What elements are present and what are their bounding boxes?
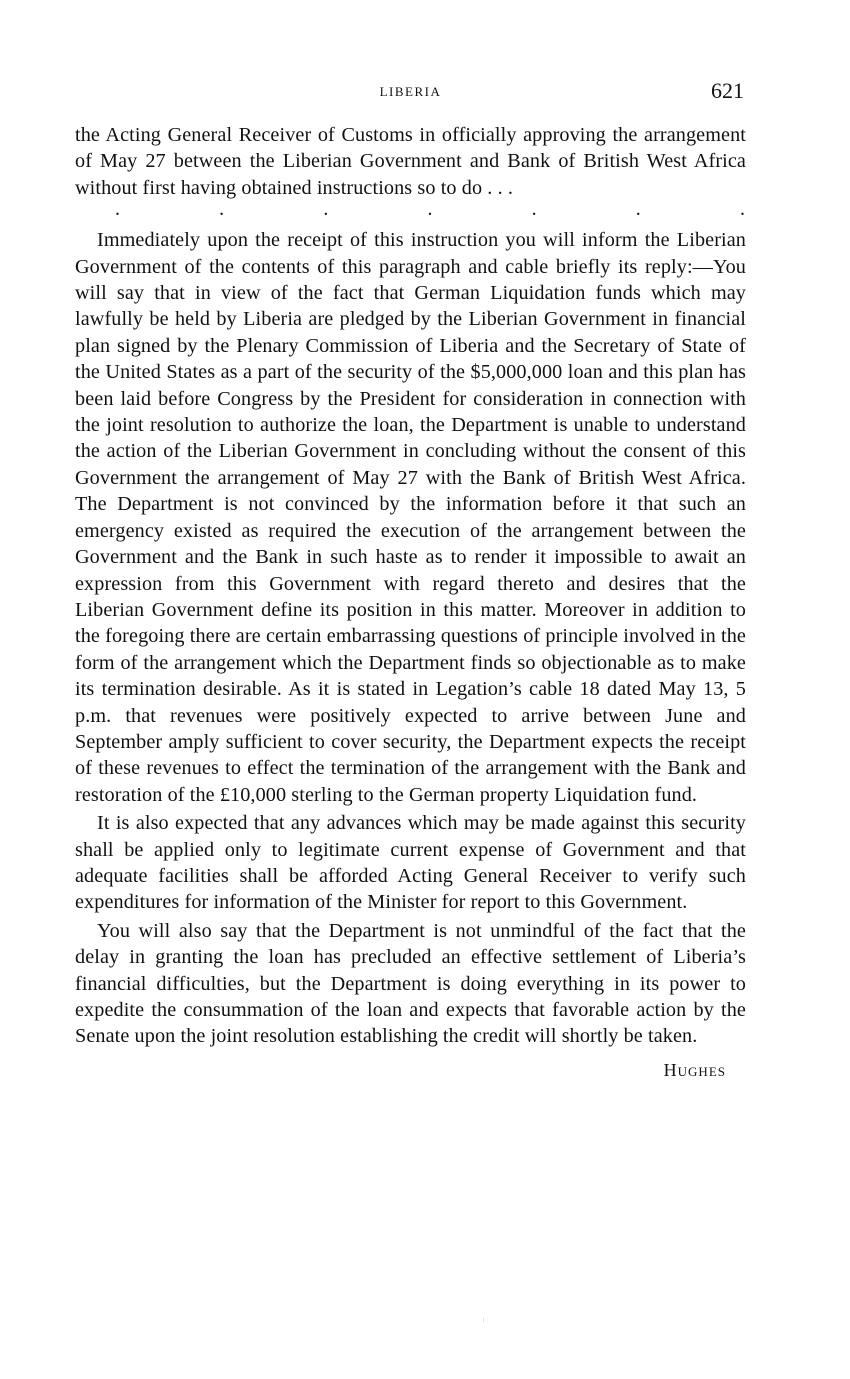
paragraph-department: You will also say that the Department is not unmindful of the fact that the delay in granting the loan has precluded an effective settlement of Liberia’s financial difficulties, but the Department is doing everything in its power to expedite the consummation of the loan and expects that favorable action by the Senate upon the joint resolution establishing the credit will shortly be taken. [75,919,746,1048]
page-header [75,78,746,112]
ellipsis-row [75,198,746,227]
running-head: LIBERIA [379,84,442,99]
continued-paragraph: the Acting General Receiver of Customs in officially approving the arrangement of May 27 between the Liberian Government and Bank of British West Africa without first having obtained instructions so to do . . . [75,124,746,199]
paragraph-advances: It is also expected that any advances which may be made against this security shall be applied only to legitimate current expense of Government and that adequate facilities shall be afforded Acting General Receiver to verify such expenditures for information of the Minister for report to this Government. [75,812,746,914]
page-number: 621 [711,78,744,103]
signature: Hughes [663,1059,726,1080]
ellipsis-dot: . [635,198,641,221]
ellipsis-dot: . [427,198,433,221]
page-speck [483,1318,484,1322]
ellipsis-dot: . [323,198,329,221]
ellipsis-dot: . [219,198,225,221]
ellipsis-dot: . [531,198,537,221]
ellipsis-dot: . [115,198,120,221]
ellipsis-dot: . [739,198,745,221]
paragraph-instruction: Immediately upon the receipt of this instruction you will inform the Liberian Government of the contents of this paragraph and cable briefly its reply:—You will say that in view of the fact that German Liquidation funds which may lawfully be held by Liberia are pledged by the Liberian Government in financial plan signed by the Plenary Commission of Liberia and the Secretary of State of the United States as a part of the security of the $5,000,000 loan and this plan has been laid before Congress by the President for consideration in connection with the joint resolution to authorize the loan, the Department is unable to understand the action of the Liberian Government in concluding without the consent of this Government the arrangement of May 27 with the Bank of British West Africa. The Department is not convinced by the information before it that such an emergency existed as required the execution of the arrangement between the Government and the Bank in such haste as to render it impossible to await an expression from this Government with regard thereto and desires that the Liberian Government define its position in this matter. Moreover in addition to the foregoing there are certain embarrassing questions of principle involved in the form of the arrangement which the Department finds so objectionable as to make its termination desirable. As it is stated in Legation’s cable 18 dated May 13, 5 p.m. that revenues were positively expected to arrive between June and September amply sufficient to cover security, the Department expects the receipt of these revenues to effect the termination of the arrangement with the Bank and restoration of the £10,000 sterling to the German property Liquidation fund. [75,229,746,806]
document-page [75,78,746,1081]
